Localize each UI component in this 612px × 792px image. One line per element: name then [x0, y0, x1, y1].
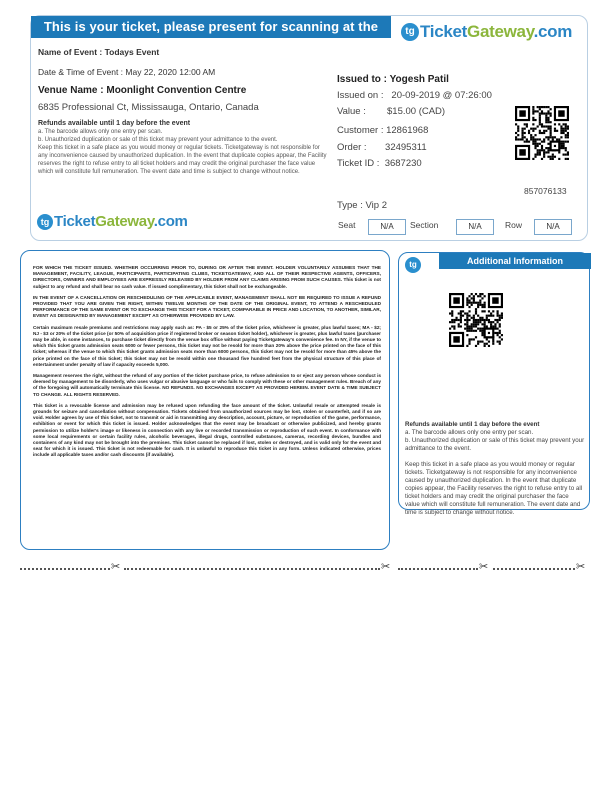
ticketgateway-logo [401, 22, 572, 42]
event-name: Name of Event : Todays Event [38, 47, 160, 57]
terms-and-conditions [20, 250, 390, 550]
refund-title: Refunds available until 1 day before the event [38, 120, 191, 127]
tg-badge-icon: tg [405, 257, 421, 273]
row-label: Row [505, 220, 523, 230]
qr-code-secondary [449, 293, 503, 347]
barcode-number: 857076133 [524, 186, 567, 196]
cut-line [398, 568, 478, 570]
refund-rules: a. The barcode allows only one entry per scan. b. Unauthorized duplication or sale of this ticket may prevent your admittance to the event. Keep this ticket in a safe place as you would money or regular tickets. Ticketgateway is not responsible for any inconvenience caused by unauthorized duplication. In the event that duplicate copies appear, the Facility reserves the right to refuse entry to all ticket holders and may credit the original purchaser the face value which will constitute full remuneration. The event date and time is subject to change without notice. [38, 129, 327, 175]
section-value: N/A [456, 219, 494, 235]
cut-line [493, 568, 575, 570]
issued-on: Issued on : 20-09-2019 @ 07:26:00 [337, 90, 492, 101]
additional-info-refund: Refunds available until 1 day before the event a. The barcode allows only one entry per scan. b. Unauthorized duplication or sale of this ticket may prevent your admittance to the event. [405, 421, 585, 452]
seat-label: Seat [338, 220, 356, 230]
ticket-stub [30, 15, 588, 241]
terms-paragraph: IN THE EVENT OF A CANCELLATION OR RESCHEDULING OF THE APPLICABLE EVENT, MANAGEMENT SHALL NOT BE REQUIRED TO ISSUE A REFUND PROVIDED THAT YOU ARE GIVEN THE RIGHT, WITHIN TWELVE MONTHS OF THE DATE OF THE ORIGINAL EVENT, TO ATTEND A RESCHEDULED PERFORMANCE OF THE SAME EVENT OR TO EXCHANGE THIS TICKET FOR A TICKET, COMPARABLE IN PRICE AND LOCATION, TO ANOTHER, SIMILAR, EVENT AS DESIGNATED BY MANAGEMENT EXCEPT AS OTHERWISE PROVIDED BY LAW. [33, 294, 381, 319]
logo-wordmark: TicketGateway.com [54, 213, 188, 230]
event-datetime: Date & Time of Event : May 22, 2020 12:00 AM [38, 67, 216, 77]
scissors-icon: ✂ [576, 561, 586, 573]
customer-number: Customer : 12861968 [337, 125, 429, 136]
terms-paragraph: Certain maximum resale premiums and restrictions may apply such as: PA - $5 or 25% of the ticket price, whichever is greater, plus lawful taxes; MA - $2; NJ - $3 or 20% of the ticket price (or 50% of acquisition price if registered broker or season ticket holder), whichever is greater, plus lawful taxes (purchaser may be able, in some instances, to purchase ticket directly from the venue box office without paying Ticketgateway's convenience fee. In NY, if the venue to which this ticket grants admission seats 6000 or fewer persons, this ticket may not be resold for more than 20% above the price printed on the face of this ticket; whereas if the venue to which this ticket grants admission seats more than 6000 persons, this ticket may not be resold for more than 45% above the price printed on the face of this ticket; this ticket may not be resold within one thousand five hundred feet from the physical structure of this place of entertainment under penalty of law if capacity exceeds 5,000. [33, 324, 381, 367]
ticketgateway-logo-small [37, 213, 188, 230]
terms-paragraph: FOR WHICH THE TICKET ISSUED. WHETHER OCCURRING PRIOR TO, DURING OR AFTER THE EVENT. HOLDER VOLUNTARILY ASSUMES THAT THE MANAGEMENT, FACILITY, LEAGUE, PARTICIPANTS, PARTICIPATING CLUBS, TICKETGATEWAY, AND ALL OF THEIR RESPECTIVE AGENTS, OFFICERS, DIRECTORS, OWNERS AND EMPLOYEES ARE EXPRESSLY RELEASED BY HOLDER FROM ANY CLAIMS ARISING FROM SUCH CAUSES. This ticket is not subject to any refund and shall bear no cash value. If issued complimentary, this ticket shall not be exchangeable. [33, 265, 381, 289]
ticket-type: Type : Vip 2 [337, 200, 387, 211]
tg-badge-icon: tg [401, 23, 419, 41]
cut-line [124, 568, 380, 570]
additional-info-title: Additional Information [439, 253, 591, 269]
venue-name: Venue Name : Moonlight Convention Centre [38, 85, 247, 96]
seat-value: N/A [368, 219, 406, 235]
cut-line [20, 568, 110, 570]
scissors-icon: ✂ [381, 561, 391, 573]
ticket-banner: This is your ticket, please present for scanning at the door [31, 16, 391, 38]
scissors-icon: ✂ [479, 561, 489, 573]
section-label: Section [410, 220, 439, 230]
venue-address: 6835 Professional Ct, Mississauga, Ontario, Canada [38, 102, 259, 113]
ticket-id: Ticket ID : 3687230 [337, 158, 422, 169]
scissors-icon: ✂ [111, 561, 121, 573]
additional-info-body: Keep this ticket in a safe place as you would money or regular tickets. Ticketgateway is not responsible for any inconvenience caused by unauthorized duplication. In the event that duplicate copies appear, the Facility reserves the right to refuse entry to all ticket holders and may credit the original purchaser the face value which will constitute full remuneration. The event date and time is subject to change without notice. [405, 461, 583, 516]
terms-paragraph: This ticket is a revocable license and admission may be refused upon refunding the face amount of the ticket. Unlawful resale or attempted resale is grounds for seizure and cancellation without compensation. Tickets obtained from unauthorized sources may be lost, stolen or counterfeit, and if so are void. Holder agrees by use of this ticket, not to transmit or aid in transmitting any description, account, picture, or reproduction of the game, performance, exhibition or event for which this ticket is issued. Holder acknowledges that the event may be broadcast or otherwise publicized, and hereby grants permission to utilize holder's image or likeness in connection with any live or recorded transmission or reproduction of such event. In conformance with some local requirements or certain facility rules, alcoholic beverages, illegal drugs, controlled substances, cameras, recording devices, bundles and containers of any kind may not be brought into the premises. This ticket cannot be replaced if lost, stolen or destroyed, and is valid only for the event and seat for which it is issued. This ticket is not redeemable for cash. It is unlawful to reproduce this ticket in any form. Unless indicated otherwise, prices include all applicable taxes and/or cash discounts (if available). [33, 402, 381, 458]
terms-paragraph: Management reserves the right, without the refund of any portion of the ticket purchase price, to refuse admission to or eject any person whose conduct is deemed by management to be disorderly, who uses vulgar or abusive language or who fails to comply with these or other management rules. Breach of any of the foregoing will automatically terminate this license. NO REFUNDS. NO EXCHANGES EXCEPT AS PROVIDED HEREIN. EVENT DATE & TIME SUBJECT TO CHANGE. ALL RIGHTS RESERVED. [33, 373, 381, 397]
tg-badge-icon: tg [37, 214, 53, 230]
order-number: Order : 32495311 [337, 142, 427, 153]
qr-code-main [515, 106, 569, 160]
row-value: N/A [534, 219, 572, 235]
issued-to: Issued to : Yogesh Patil [337, 74, 449, 85]
ticket-value: Value : $15.00 (CAD) [337, 106, 446, 117]
additional-information-panel [398, 252, 590, 516]
logo-wordmark: TicketGateway.com [420, 22, 573, 41]
